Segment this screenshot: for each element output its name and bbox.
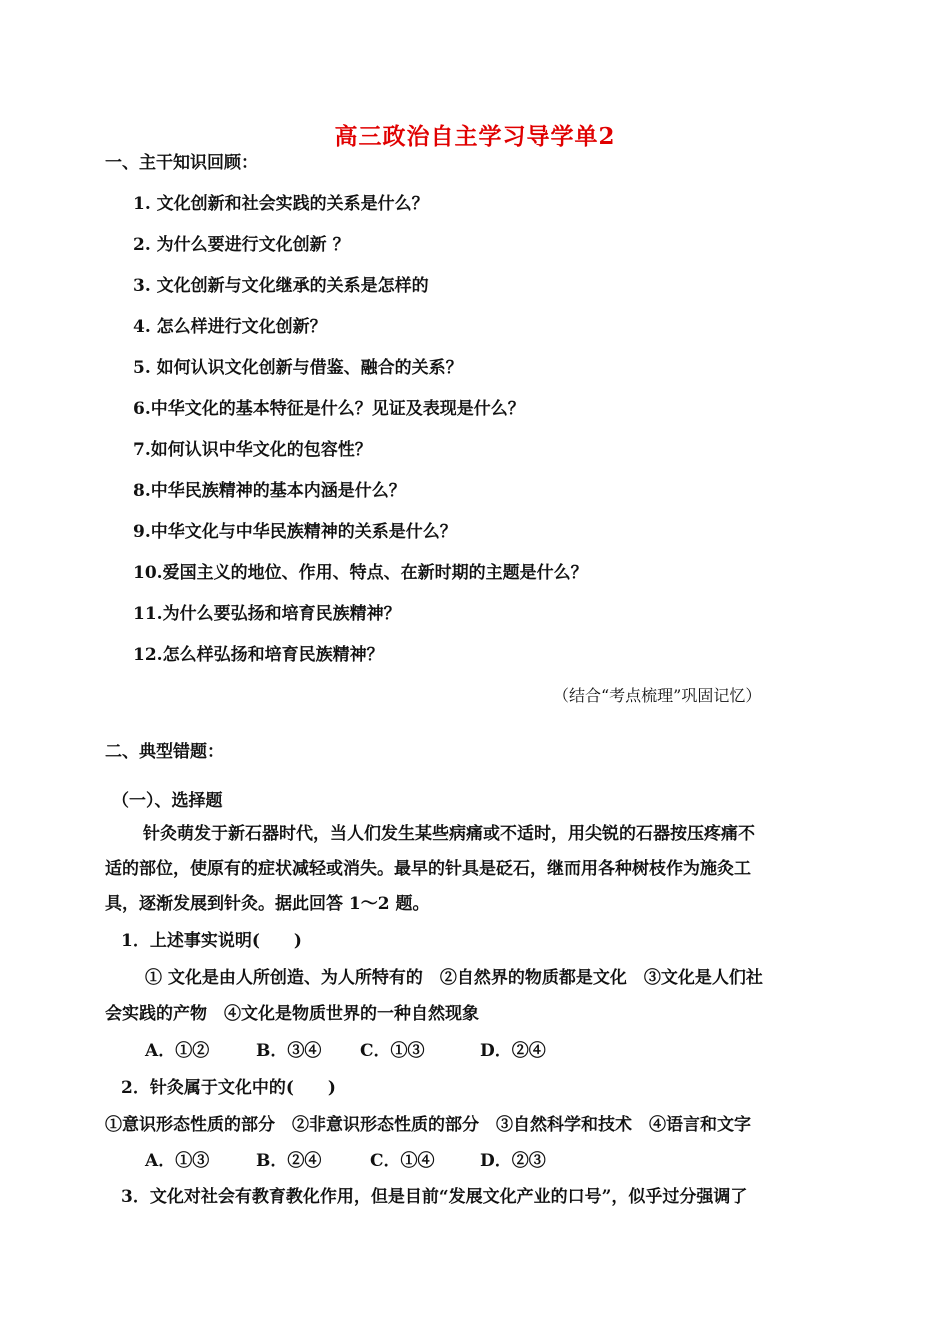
answer-option: A．①③ <box>145 1151 210 1171</box>
answer-option: A．①② <box>145 1041 210 1061</box>
question-item: 11.为什么要弘扬和培育民族精神？ <box>133 604 401 624</box>
answer-option: C．①④ <box>370 1151 435 1171</box>
section2-heading: 二、典型错题： <box>105 742 224 762</box>
statement-line: ① 文化是由人所创造、为人所特有的 ②自然界的物质都是文化 ③文化是人们社 <box>145 968 763 988</box>
question-item: 3. 文化创新与文化继承的关系是怎样的 <box>133 276 429 296</box>
passage-line: 针灸萌发于新石器时代，当人们发生某些病痛或不适时，用尖锐的石器按压疼痛不 <box>143 824 755 844</box>
statement-line: ①意识形态性质的部分 ②非意识形态性质的部分 ③自然科学和技术 ④语言和文字 <box>105 1115 751 1135</box>
answer-option: B．③④ <box>256 1041 322 1061</box>
question-item: 12.怎么样弘扬和培育民族精神？ <box>133 645 384 665</box>
question-item: 5. 如何认识文化创新与借鉴、融合的关系？ <box>133 358 463 378</box>
answer-option: D．②④ <box>480 1041 546 1061</box>
question-item: 4. 怎么样进行文化创新？ <box>133 317 327 337</box>
question-item: 7.如何认识中华文化的包容性？ <box>133 440 372 460</box>
document-title: 高三政治自主学习导学单2 <box>334 123 616 150</box>
question-item: 9.中华文化与中华民族精神的关系是什么？ <box>133 522 457 542</box>
answer-option: D．②③ <box>480 1151 546 1171</box>
review-note: （结合“考点梳理”巩固记忆） <box>553 686 762 705</box>
question-stem: 3．文化对社会有教育教化作用，但是目前“发展文化产业的口号”，似乎过分强调了 <box>121 1187 748 1207</box>
question-item: 1. 文化创新和社会实践的关系是什么？ <box>133 194 429 214</box>
question-item: 8.中华民族精神的基本内涵是什么？ <box>133 481 406 501</box>
choice-section-heading: （一）、选择题 <box>112 791 223 811</box>
question-stem: 1．上述事实说明( ) <box>121 931 302 951</box>
section1-heading: 一、主干知识回顾： <box>105 153 258 173</box>
statement-line: 会实践的产物 ④文化是物质世界的一种自然现象 <box>105 1004 479 1024</box>
answer-option: B．②④ <box>256 1151 322 1171</box>
answer-option: C．①③ <box>360 1041 425 1061</box>
question-item: 2. 为什么要进行文化创新 ？ <box>133 235 350 255</box>
passage-line: 具，逐渐发展到针灸。据此回答 1～2 题。 <box>105 894 430 914</box>
passage-line: 适的部位，使原有的症状减轻或消失。最早的针具是砭石，继而用各种树枝作为施灸工 <box>105 859 751 879</box>
question-item: 6.中华文化的基本特征是什么？见证及表现是什么？ <box>133 399 525 419</box>
question-item: 10.爱国主义的地位、作用、特点、在新时期的主题是什么？ <box>133 563 588 583</box>
question-stem: 2．针灸属于文化中的( ) <box>121 1078 336 1098</box>
